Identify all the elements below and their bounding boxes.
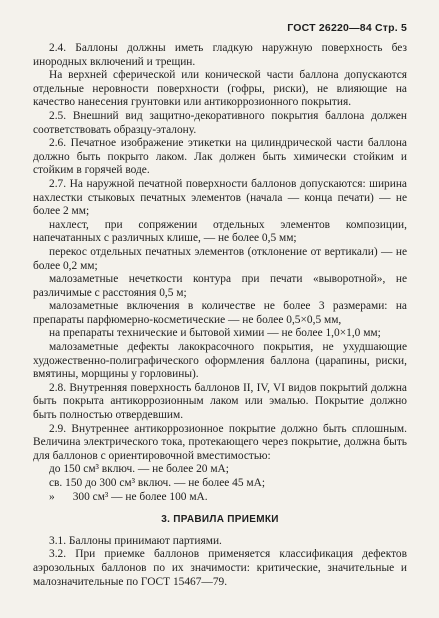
paragraph-2-7-technical: на препараты технические и бытовой химии — не более 1,0×1,0 мм; (49, 327, 381, 340)
paragraph-2-7-inclusions: малозаметные включения в количестве не более 3 размерами: на препараты парфюмерно-косметические — не более 0,5×0,5 мм, (33, 300, 407, 326)
paragraph-3-1: 3.1. Баллоны принимают партиями. (49, 534, 222, 547)
paragraph-2-7-coating-defects: малозаметные дефекты лакокрасочного покрытия, не ухудшающие художественно-полиграфического оформления баллона (царапины, риски, вмятины, морщины у горловины). (33, 341, 407, 381)
current-line-2: св. 150 до 300 см³ включ. — не более 45 мА; (49, 477, 266, 489)
section-title: 3. ПРАВИЛА ПРИЕМКИ (161, 514, 279, 526)
paragraph-2-5: 2.5. Внешний вид защитно-декоративного покрытия баллона должен соответствовать образцу-эталону. (33, 109, 407, 136)
paragraph-2-9: 2.9. Внутреннее антикоррозионное покрытие должно быть сплошным. Величина электрического тока, протекающего через покрытие, должна быть для баллонов с ориентировочной вместимостью: (33, 422, 407, 462)
document-body (33, 42, 407, 589)
paragraph-2-6: 2.6. Печатное изображение этикетки на цилиндрической части баллона должно быть покрыто лаком. Лак должен быть химически стойким и стойким в горячей воде. (33, 137, 407, 177)
page-header: ГОСТ 26220—84 Стр. 5 (287, 22, 407, 34)
paragraph-2-4-upper-part: На верхней сферической или конической части баллона допускаются отдельные неровности поверхности (гофры, риски), не влияющие на качество нанесения грунтовки или антикоррозионного покрытия. (33, 69, 407, 109)
paragraph-3-2: 3.2. При приемке баллонов применяется классификация дефектов аэрозольных баллонов по их значимости: критические, значительные и малозначительные по ГОСТ 15467—79. (33, 548, 407, 588)
paragraph-2-7-contour: малозаметные нечеткости контура при печати «выворотной», не различимые с расстояния 0,5 м; (33, 273, 407, 299)
paragraph-2-7-skew: перекос отдельных печатных элементов (отклонение от вертикали) — не более 0,2 мм; (33, 245, 407, 272)
paragraph-2-7: 2.7. На наружной печатной поверхности баллонов допускаются: ширина нахлестки стыковых печатных элементов (начала — конца печати) — не более 2 мм; (33, 177, 407, 218)
current-line-1: до 150 см³ включ. — не более 20 мА; (49, 463, 229, 476)
paragraph-2-4: 2.4. Баллоны должны иметь гладкую наружную поверхность без инородных включений и трещин. (33, 42, 407, 68)
paragraph-2-7-overlap: нахлест, при сопряжении отдельных элементов композиции, напечатанных с различных клише, — не более 0,5 мм; (33, 218, 407, 245)
current-line-3-text: 300 см³ — не более 100 мА. (72, 490, 208, 503)
current-line-3 (33, 491, 407, 505)
ditto-mark: » (49, 490, 55, 503)
paragraph-2-8: 2.8. Внутренняя поверхность баллонов II, IV, VI видов покрытий должна быть покрыта антикоррозионным лаком или эмалью. Покрытие должно быть полностью отвердевшим. (33, 381, 407, 422)
